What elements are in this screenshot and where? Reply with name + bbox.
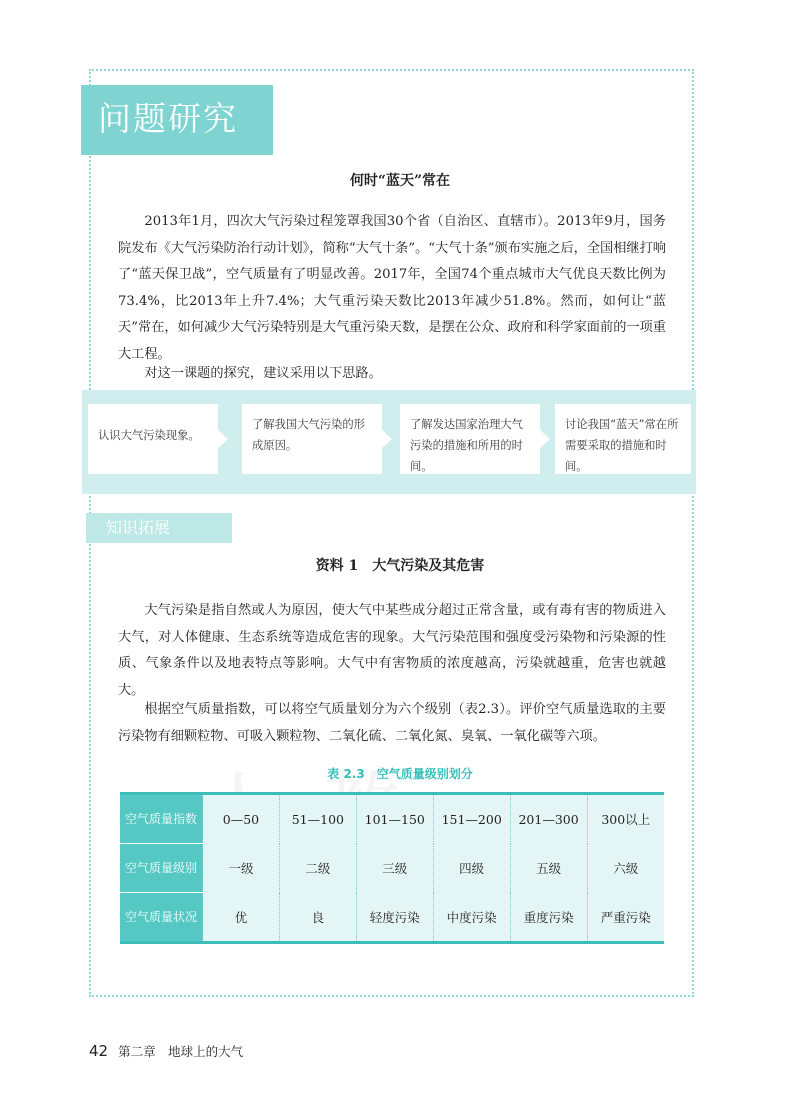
table-cell: 三级 [356, 844, 433, 893]
table-cell: 严重污染 [587, 893, 664, 943]
arrow-right-icon [218, 430, 228, 448]
page-number: 42 [89, 1042, 109, 1060]
row-header: 空气质量级别 [120, 844, 203, 893]
table-cell: 重度污染 [510, 893, 587, 943]
table-cell: 151—200 [433, 794, 510, 844]
step-4-label: 讨论我国“蓝天”常在所需要采取的措施和时间。 [565, 418, 679, 473]
step-4 [555, 404, 691, 474]
table-cell: 五级 [510, 844, 587, 893]
table-cell: 51—100 [279, 794, 356, 844]
research-steps [82, 390, 696, 494]
table-cell: 0—50 [203, 794, 280, 844]
resource-paragraph-1: 大气污染是指自然或人为原因，使大气中某些成分超过正常含量，或有毒有害的物质进入大气，对人体健康、生态系统等造成危害的现象。大气污染范围和强度受污染物和污染源的性质、气象条件以及地表特点等影响。大气中有害物质的浓度越高，污染就越重，危害也就越大。 [118, 603, 666, 698]
resource-paragraph-2: 根据空气质量指数，可以将空气质量划分为六个级别（表2.3）。评价空气质量选取的主要污染物有细颗粒物、可吸入颗粒物、二氧化硫、二氧化氮、臭氧、一氧化碳等六项。 [118, 702, 666, 744]
chapter-title: 第二章 地球上的大气 [118, 1044, 244, 1059]
table-cell: 优 [203, 893, 280, 943]
table-cell: 二级 [279, 844, 356, 893]
step-3 [400, 404, 540, 474]
table-cell: 四级 [433, 844, 510, 893]
table-row [120, 844, 664, 893]
step-1-label: 认识大气污染现象。 [98, 429, 200, 442]
article-subtitle: 何时“蓝天”常在 [349, 173, 451, 189]
table-cell: 101—150 [356, 794, 433, 844]
table-cell: 300以上 [587, 794, 664, 844]
table-row [120, 794, 664, 844]
table-cell: 中度污染 [433, 893, 510, 943]
row-header: 空气质量状况 [120, 893, 203, 943]
air-quality-table [120, 792, 664, 944]
step-3-label: 了解发达国家治理大气污染的措施和所用的时间。 [410, 418, 523, 473]
step-2-label: 了解我国大气污染的形成原因。 [252, 418, 365, 452]
page-footer [89, 1042, 243, 1060]
arrow-right-icon [382, 430, 392, 448]
table-cell: 201—300 [510, 794, 587, 844]
step-1 [88, 404, 218, 474]
section-title: 问题研究 [98, 99, 238, 138]
suggestion-paragraph: 对这一课题的探究，建议采用以下思路。 [144, 366, 382, 381]
table-row [120, 893, 664, 943]
intro-paragraph: 2013年1月，四次大气污染过程笼罩我国30个省（自治区、直辖市）。2013年9月，国务院发布《大气污染防治行动计划》，简称“大气十条”。“大气十条”颁布实施之后，全国相继打响了“蓝天保卫战”，空气质量有了明显改善。2017年，全国74个重点城市大气优良天数比例为73.4%，比2013年上升7.4%；大气重污染天数比2013年减少51.8%。然而，如何让“蓝天”常在，如何减少大气污染特别是大气重污染天数，是摆在公众、政府和科学家面前的一项重大工程。 [118, 214, 666, 362]
step-2 [242, 404, 382, 474]
table-caption: 表 2.3 空气质量级别划分 [327, 767, 473, 781]
extension-label: 知识拓展 [106, 518, 171, 537]
table-cell: 一级 [203, 844, 280, 893]
row-header: 空气质量指数 [120, 794, 203, 844]
resource-title: 资料 1 大气污染及其危害 [315, 558, 485, 574]
table-cell: 六级 [587, 844, 664, 893]
arrow-right-icon [540, 430, 550, 448]
table-cell: 轻度污染 [356, 893, 433, 943]
table-cell: 良 [279, 893, 356, 943]
